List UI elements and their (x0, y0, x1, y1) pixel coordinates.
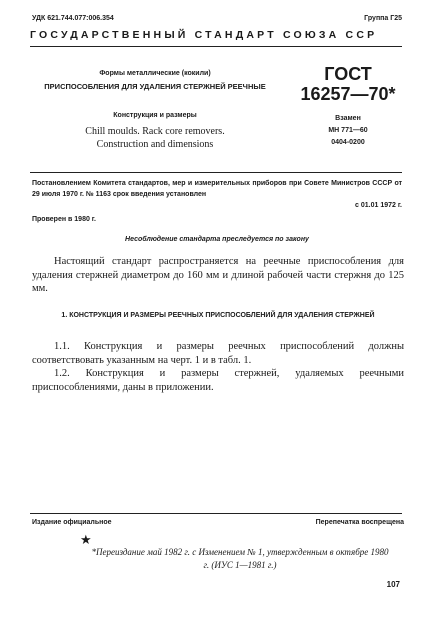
reprint-prohibited: Перепечатка воспрещена (315, 519, 404, 526)
udk-code: УДК 621.744.077:006.354 (32, 15, 114, 22)
english-title-line-2: Construction and dimensions (96, 139, 214, 150)
paragraph-1-1: 1.1. Конструкция и размеры реечных приспособлений должны соответствовать указанным на черт. 1 и в табл. 1. (32, 341, 404, 366)
state-standard-heading: ГОСУДАРСТВЕННЫЙ СТАНДАРТ СОЮЗА ССР (30, 29, 378, 41)
decree-body: Постановлением Комитета стандартов, мер и измерительных приборов при Совете Министров СССР от 29 июля 1970 г. № 1163 срок введения установлен (32, 180, 402, 198)
intro-paragraph: Настоящий стандарт распространяется на реечные приспособления для удаления стержней диаметром до 160 мм и длиной рабочей части стержня до 125 мм. (32, 256, 404, 294)
replaces-label: Взамен (335, 115, 361, 122)
english-title (40, 125, 270, 151)
violation-notice: Несоблюдение стандарта преследуется по закону (125, 236, 309, 243)
middle-divider (30, 172, 402, 173)
top-divider (30, 46, 402, 47)
section-heading: 1. КОНСТРУКЦИЯ И РАЗМЕРЫ РЕЕЧНЫХ ПРИСПОСОБЛЕНИЙ ДЛЯ УДАЛЕНИЯ СТЕРЖНЕЙ (61, 312, 375, 319)
bottom-divider (30, 513, 402, 514)
forms-line: Формы металлические (кокили) (99, 70, 211, 77)
page-number: 107 (386, 580, 400, 589)
replaces-standard-1: МН 771—60 (328, 127, 368, 134)
english-title-line-1: Chill moulds. Rack core removers. (85, 126, 225, 137)
gost-label: ГОСТ (324, 64, 372, 84)
gost-number: 16257—70* (300, 84, 396, 104)
gost-designation (288, 64, 408, 104)
replaces-standard-2: 0404-0200 (331, 139, 365, 146)
group-code: Группа Г25 (364, 15, 402, 22)
document-title: ПРИСПОСОБЛЕНИЯ ДЛЯ УДАЛЕНИЯ СТЕРЖНЕЙ РЕЕЧНЫЕ (44, 82, 266, 91)
replaces-block (288, 113, 408, 149)
decree-text (32, 178, 402, 211)
document-subtitle: Конструкция и размеры (113, 112, 197, 119)
checked-year: Проверен в 1980 г. (32, 216, 96, 223)
official-edition: Издание официальное (32, 519, 112, 526)
effective-date: с 01.01 1972 г. (355, 202, 402, 209)
footnote: *Переиздание май 1982 г. с Изменением № 1, утвержденным в октябре 1980 г. (ИУС 1—1981 г.) (91, 547, 389, 570)
star-icon: ★ (80, 532, 92, 547)
paragraph-1-2: 1.2. Конструкция и размеры стержней, удаляемых реечными приспособлениями, даны в приложении. (32, 368, 404, 393)
